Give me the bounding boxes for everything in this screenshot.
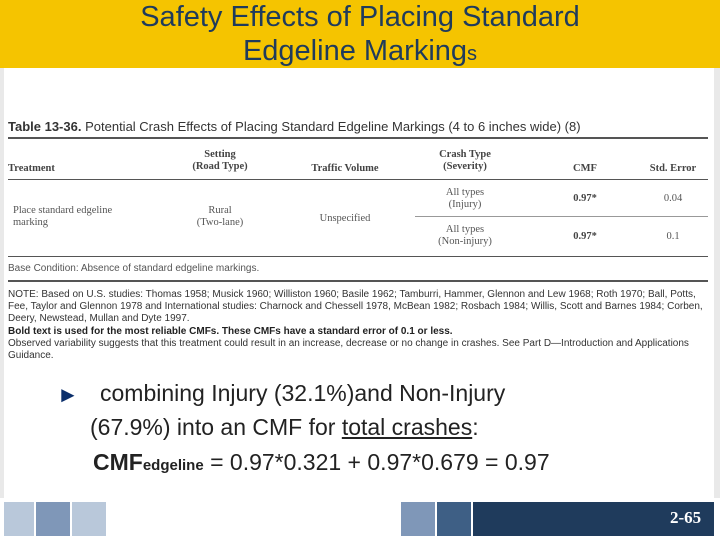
header-treatment: Treatment bbox=[8, 163, 55, 174]
header-crash-1: Crash Type bbox=[439, 149, 491, 160]
left-edge bbox=[0, 68, 4, 498]
cmf-subscript: edgeline bbox=[142, 457, 204, 474]
title-line-1: Safety Effects of Placing Standard bbox=[140, 1, 580, 33]
header-setting-1: Setting bbox=[204, 149, 236, 160]
std-cell-1: 0.04 bbox=[663, 193, 683, 204]
crash-2-line-2: (Non-injury) bbox=[438, 236, 492, 247]
header-std-error: Std. Error bbox=[649, 163, 697, 174]
base-rule bbox=[8, 280, 708, 282]
crash-effects-table bbox=[5, 117, 708, 370]
bullet-arrow-icon: ► bbox=[57, 382, 79, 407]
treatment-cell bbox=[13, 205, 112, 229]
bullet-line-2-a: (67.9%) into an CMF for bbox=[90, 414, 342, 440]
footer-block-4 bbox=[108, 502, 401, 536]
bullet-line-2-b: : bbox=[472, 414, 479, 440]
cmf-label: CMF bbox=[93, 449, 143, 475]
cmf-cell-2: 0.97* bbox=[573, 231, 597, 242]
table-caption-label: Table 13-36. bbox=[8, 119, 82, 134]
title-line-2-main: Edgeline Marking bbox=[242, 35, 468, 67]
note-bold-text bbox=[8, 326, 708, 338]
bullet-line-2 bbox=[90, 414, 479, 441]
crash-cell-1 bbox=[415, 187, 515, 211]
bullet-line-2-underline: total crashes bbox=[341, 414, 473, 440]
treatment-line-2: marking bbox=[13, 217, 48, 228]
crash-cell-2 bbox=[415, 224, 515, 248]
note-variability: Observed variability suggests that this treatment could result in an increase, decrease or no change in crashes. See Part D—Introduction and Applications Guidance. bbox=[8, 337, 689, 362]
header-crash-type bbox=[415, 149, 515, 173]
cmf-cell-1: 0.97* bbox=[573, 193, 597, 204]
header-crash-2: (Severity) bbox=[443, 161, 487, 172]
table-notes bbox=[8, 289, 708, 362]
treatment-line-1: Place standard edgeline bbox=[13, 205, 113, 216]
row-divider bbox=[415, 216, 708, 217]
page-number: 2-65 bbox=[670, 508, 702, 527]
title-line-2 bbox=[0, 34, 720, 71]
table-caption bbox=[8, 119, 581, 134]
footer-block-1 bbox=[4, 502, 34, 536]
header-cmf: CMF bbox=[573, 163, 597, 174]
base-condition: Base Condition: Absence of standard edgeline markings. bbox=[8, 263, 260, 274]
title-line-2-suffix: s bbox=[467, 43, 478, 65]
crash-2-line-1: All types bbox=[445, 224, 485, 235]
setting-cell bbox=[175, 205, 265, 229]
table-caption-text: Potential Crash Effects of Placing Standard Edgeline Markings (4 to 6 inches wide) (8) bbox=[85, 119, 581, 134]
setting-line-1: Rural bbox=[208, 205, 232, 216]
footer-block-2 bbox=[36, 502, 70, 536]
header-setting-2: (Road Type) bbox=[192, 161, 248, 172]
crash-1-line-1: All types bbox=[445, 187, 485, 198]
footer-block-5 bbox=[401, 502, 435, 536]
slide-title bbox=[0, 0, 720, 71]
header-setting bbox=[175, 149, 265, 173]
body-rule bbox=[8, 256, 708, 257]
bullet-line-3 bbox=[93, 449, 550, 476]
setting-line-2: (Two-lane) bbox=[196, 217, 244, 228]
header-rule bbox=[8, 179, 708, 180]
footer-block-3 bbox=[72, 502, 106, 536]
cmf-equation: = 0.97*0.321 + 0.97*0.679 = 0.97 bbox=[203, 449, 550, 475]
std-cell-2: 0.1 bbox=[666, 231, 680, 242]
note-bold-text-content: Bold text is used for the most reliable CMFs. These CMFs have a standard error of 0.1 or less. bbox=[8, 325, 453, 337]
table-top-rule bbox=[8, 137, 708, 139]
right-edge bbox=[714, 68, 720, 498]
crash-1-line-2: (Injury) bbox=[448, 199, 482, 210]
note-studies: NOTE: Based on U.S. studies: Thomas 1958; Musick 1960; Williston 1960; Basile 1962; Tamburri, Hammer, Glennon and Lew 1968; Roth 1970; Ball, Potts, Fee, Taylor and Glennon 1978 and International studies: Charnock and Chessell 1978, McBean 1982; Rosbach 1984; Willis, Scott and Barnes 1984; Corben, Deery, Newstead, Mullan and Dyte 1997. bbox=[8, 289, 703, 325]
traffic-cell: Unspecified bbox=[319, 213, 371, 224]
bullet-line-1: combining Injury (32.1%)and Non-Injury bbox=[100, 380, 506, 406]
footer-block-6 bbox=[437, 502, 471, 536]
header-traffic: Traffic Volume bbox=[311, 163, 379, 174]
